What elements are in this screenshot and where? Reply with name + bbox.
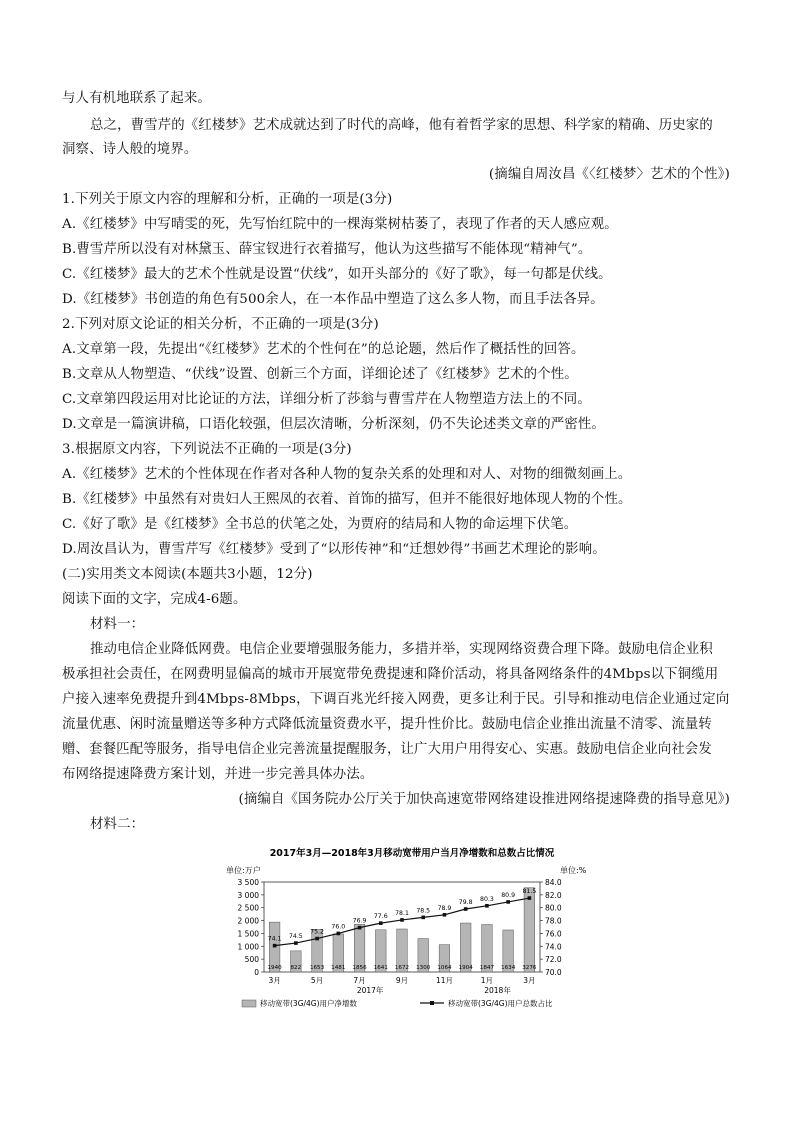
line-point [358, 926, 362, 930]
material-heading: 材料一： [90, 617, 145, 632]
line-point [528, 896, 532, 900]
bar-value-label: 822 [290, 965, 302, 971]
paragraph-line: 极承担社会责任，在网费明显偏高的城市开展宽带免费提速和降价活动，将具备网络条件的4Mbps以下铜缆用 [62, 667, 719, 682]
line-point [294, 941, 298, 945]
left-tick-label: 2 000 [237, 916, 259, 926]
legend-line-label: 移动宽带(3G/4G)用户总数占比 [448, 999, 553, 1008]
bar-value-label: 1064 [437, 965, 452, 971]
option-line: A.《红楼梦》艺术的个性体现在作者对各种人物的复杂关系的处理和对人、对物的细微刻画上。 [62, 467, 632, 482]
paragraph-line: 赠、套餐匹配等服务，指导电信企业完善流量提醒服务，让广大用户用得安心、实惠。鼓励电信企业向社会发 [62, 742, 712, 757]
section-heading: (二)实用类文本阅读(本题共3小题，12分) [62, 567, 313, 582]
left-tick-label: 1 000 [237, 942, 259, 952]
x-tick-label: 3月 [523, 976, 536, 985]
chart-figure [222, 842, 602, 1018]
line-point [337, 932, 341, 936]
question-title: 2.下列对原文论证的相关分析，不正确的一项是(3分) [62, 317, 379, 332]
bar-value-label: 1634 [501, 965, 516, 971]
line-point [400, 918, 404, 922]
paragraph-line: 洞察、诗人般的境界。 [62, 142, 198, 157]
paragraph-line: 户接入速率免费提升到4Mbps-8Mbps，下调百兆光纤接入网费，更多让利于民。引导和推动电信企业通过定向 [62, 692, 730, 707]
year-label: 2017年 [356, 986, 384, 995]
left-tick-label: 3 500 [237, 878, 259, 887]
instruction-line: 阅读下面的文字，完成4-6题。 [62, 592, 247, 607]
right-tick-label: 82.0 [545, 890, 562, 900]
line-point [273, 944, 277, 948]
right-tick-label: 74.0 [545, 942, 562, 952]
x-tick-label: 1月 [480, 976, 494, 985]
right-tick-label: 72.0 [545, 955, 562, 965]
paragraph-line: 推动电信企业降低网费。电信企业要增强服务能力，多措并举，实现网络资费合理下降。鼓励电信企业积 [90, 642, 713, 657]
bar-value-label: 1904 [458, 965, 473, 971]
paragraph-line: 总之，曹雪芹的《红楼梦》艺术成就达到了时代的高峰，他有着哲学家的思想、科学家的精确、历史家的 [90, 118, 713, 133]
line-point [506, 900, 510, 904]
option-line: C.《好了歌》是《红楼梦》全书总的伏笔之处，为贾府的结局和人物的命运埋下伏笔。 [62, 517, 578, 532]
legend-line-marker [430, 1001, 434, 1005]
option-line: D.周汝昌认为，曹雪芹写《红楼梦》受到了“以形传神”和“迁想妙得”书画艺术理论的影响。 [62, 542, 606, 557]
line-value-label: 80.3 [480, 895, 494, 903]
x-tick-label: 9月 [395, 976, 409, 985]
question-title: 1.下列关于原文内容的理解和分析，正确的一项是(3分) [62, 192, 393, 207]
bar-value-label: 3276 [522, 965, 537, 971]
right-tick-label: 76.0 [545, 929, 562, 939]
material-heading: 材料二： [90, 817, 145, 832]
line-point [485, 904, 489, 908]
option-line: B.曹雪芹所以没有对林黛玉、薛宝钗进行衣着描写，他认为这些描写不能体现“精神气”。 [62, 242, 592, 257]
option-line: D.《红楼梦》书创造的角色有500余人，在一本作品中塑造了这么多人物，而且手法各异。 [62, 292, 604, 307]
bar-value-label: 1641 [373, 965, 388, 971]
line-value-label: 76.0 [331, 923, 346, 931]
citation: (摘编自周汝昌《〈红楼梦〉艺术的个性》) [488, 167, 730, 182]
bar-value-label: 1847 [479, 965, 495, 971]
option-line: A.文章第一段，先提出“《红楼梦》艺术的个性何在”的总论题，然后作了概括性的回答。 [62, 342, 585, 357]
line-value-label: 78.9 [437, 904, 452, 912]
bar-value-label: 1653 [309, 965, 325, 971]
line-value-label: 76.9 [352, 917, 367, 925]
line-value-label: 77.6 [373, 913, 388, 921]
x-tick-label: 3月 [268, 976, 281, 985]
line-value-label: 80.9 [501, 891, 516, 899]
bar-value-label: 1856 [352, 965, 367, 971]
line-value-label: 78.1 [395, 909, 409, 917]
option-line: C.《红楼梦》最大的艺术个性就是设置“伏线”，如开头部分的《好了歌》，每一句都是伏线。 [62, 267, 612, 282]
paragraph-line: 与人有机地联系了起来。 [62, 91, 211, 106]
x-tick-label: 7月 [353, 976, 366, 985]
year-label: 2018年 [484, 986, 511, 995]
right-unit-label: 单位:% [560, 866, 587, 875]
bar [524, 888, 535, 972]
option-line: B.《红楼梦》中虽然有对贵妇人王熙凤的衣着、首饰的描写，但并不能很好地体现人物的个性。 [62, 492, 632, 507]
left-tick-label: 3 000 [237, 890, 259, 900]
combo-chart [222, 842, 602, 1018]
question-title: 3.根据原文内容，下列说法不正确的一项是(3分) [62, 442, 352, 457]
bar-value-label: 1481 [331, 965, 346, 971]
line-value-label: 78.5 [416, 907, 431, 915]
legend-bar-label: 移动宽带(3G/4G)用户净增数 [260, 999, 358, 1008]
left-tick-label: 1 500 [237, 929, 259, 939]
paragraph-line: 流量优惠、闲时流量赠送等多种方式降低流量资费水平，提升性价比。鼓励电信企业推出流量不清零、流量转 [62, 717, 712, 732]
right-tick-label: 84.0 [545, 878, 562, 887]
left-tick-label: 500 [244, 955, 259, 965]
line-value-label: 75.2 [310, 928, 324, 936]
line-point [379, 921, 383, 925]
line-point [421, 916, 425, 920]
line-value-label: 74.5 [288, 933, 303, 941]
line-point [443, 913, 447, 917]
legend-bar-swatch [242, 1000, 256, 1007]
x-tick-label: 5月 [310, 976, 324, 985]
option-line: D.文章是一篇演讲稿，口语化较强，但层次清晰，分析深刻，仍不失论述类文章的严密性。 [62, 417, 605, 432]
right-tick-label: 80.0 [545, 903, 562, 913]
left-tick-label: 0 [254, 968, 259, 977]
bar-value-label: 1300 [416, 965, 431, 971]
left-tick-label: 2 500 [237, 903, 259, 913]
line-value-label: 81.5 [522, 888, 537, 896]
chart-title: 2017年3月—2018年3月移动宽带用户当月净增数和总数占比情况 [269, 848, 555, 859]
option-line: B.文章从人物塑造、“伏线”设置、创新三个方面，详细论述了《红楼梦》艺术的个性。 [62, 367, 578, 382]
bar-value-label: 1672 [394, 965, 410, 971]
option-line: C.文章第四段运用对比论证的方法，详细分析了莎翁与曹雪芹在人物塑造方法上的不同。 [62, 392, 591, 407]
line-value-label: 74.1 [267, 935, 282, 943]
line-value-label: 79.8 [458, 899, 473, 906]
x-tick-label: 11月 [435, 976, 453, 985]
citation: (摘编自《国务院办公厅关于加快高速宽带网络建设推进网络提速降费的指导意见》) [238, 792, 730, 807]
option-line: A.《红楼梦》中写晴雯的死，先写怡红院中的一棵海棠树枯萎了，表现了作者的天人感应观。 [62, 217, 618, 232]
paragraph-line: 布网络提速降费方案计划，并进一步完善具体办法。 [62, 767, 374, 782]
right-tick-label: 78.0 [545, 916, 562, 926]
left-unit-label: 单位:万户 [226, 866, 261, 875]
right-tick-label: 70.0 [545, 968, 562, 977]
line-point [315, 937, 319, 941]
bar-value-label: 1940 [267, 965, 282, 971]
line-point [464, 907, 468, 911]
